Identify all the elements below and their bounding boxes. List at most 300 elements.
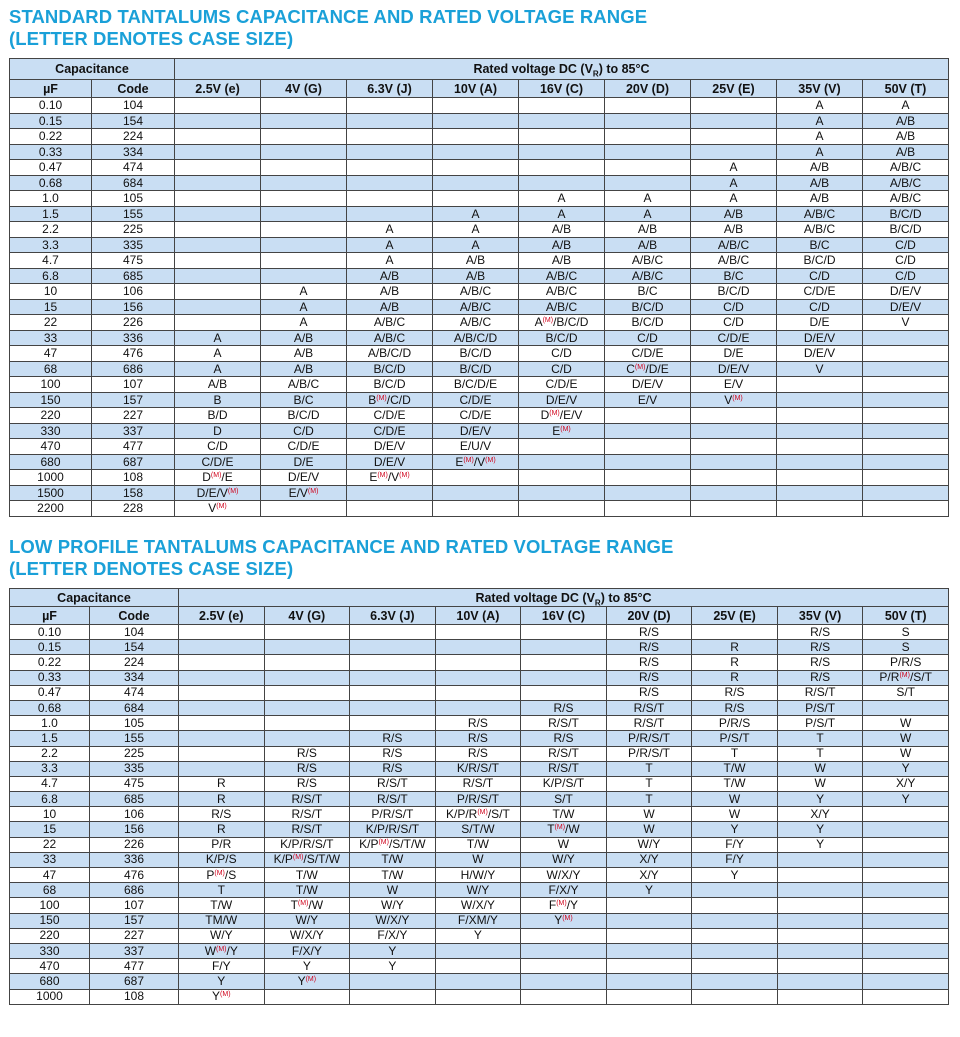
voltage-column-header: 25V (E) [691, 80, 777, 98]
case-size-cell [606, 928, 692, 943]
table-row [10, 346, 949, 362]
case-size-cell: T/W [350, 868, 436, 883]
m-marker: (M) [463, 456, 474, 464]
case-size-cell: A/B [691, 206, 777, 222]
case-size-cell [863, 959, 949, 974]
voltage-column-header: 4V (G) [264, 607, 350, 625]
case-size-cell [347, 485, 433, 501]
table-row [10, 237, 949, 253]
m-marker: (M) [732, 394, 743, 402]
capacitance-uf-cell: 470 [10, 959, 90, 974]
case-size-cell [863, 700, 949, 715]
capacitance-group-header: Capacitance [10, 59, 175, 80]
case-size-text: D [202, 470, 211, 485]
capacitance-code-cell: 476 [90, 868, 179, 883]
capacitance-code-cell: 108 [92, 470, 175, 486]
capacitance-uf-cell: 470 [10, 439, 92, 455]
case-size-cell [777, 439, 863, 455]
capacitance-code-cell: 335 [92, 237, 175, 253]
case-size-cell [863, 943, 949, 958]
case-size-cell [433, 98, 519, 114]
case-size-cell [863, 883, 949, 898]
case-size-cell: A/B/C [261, 377, 347, 393]
case-size-cell [863, 837, 949, 852]
case-size-cell: A/B [347, 284, 433, 300]
case-size-cell [605, 439, 691, 455]
table-row [10, 222, 949, 238]
case-size-cell: Y [777, 822, 863, 837]
case-size-cell [605, 113, 691, 129]
case-size-cell: A/B/C [691, 253, 777, 269]
case-size-cell [350, 670, 436, 685]
case-size-cell: R/S [606, 655, 692, 670]
case-size-cell: W/Y [435, 883, 521, 898]
case-size-cell [347, 144, 433, 160]
case-size-cell: R/S [264, 746, 350, 761]
case-size-cell [519, 454, 605, 470]
case-size-text: /Y [226, 943, 238, 958]
case-size-cell: B/C [605, 284, 691, 300]
case-size-cell [777, 898, 863, 913]
case-size-cell [433, 501, 519, 517]
case-size-cell [347, 191, 433, 207]
case-size-cell: F/Y [692, 837, 778, 852]
case-size-cell: C/D [519, 346, 605, 362]
case-size-cell [606, 943, 692, 958]
voltage-column-header: 10V (A) [435, 607, 521, 625]
capacitance-uf-cell: 1000 [10, 470, 92, 486]
case-size-cell: X/Y [606, 852, 692, 867]
case-size-text: K/P [273, 852, 293, 867]
case-size-cell [175, 98, 261, 114]
case-size-cell: B/C/D [863, 222, 949, 238]
case-size-cell [521, 640, 607, 655]
voltage-column-header: 6.3V (J) [347, 80, 433, 98]
case-size-cell [175, 160, 261, 176]
case-size-cell [519, 501, 605, 517]
case-size-cell [691, 485, 777, 501]
table-row [10, 822, 949, 837]
capacitance-uf-cell: 0.10 [10, 625, 90, 640]
voltage-column-header: 35V (V) [777, 80, 863, 98]
case-size-cell: R/S [350, 746, 436, 761]
case-size-cell: P/R [179, 837, 265, 852]
voltage-column-header: 20V (D) [605, 80, 691, 98]
case-size-cell: F/X/Y [264, 943, 350, 958]
capacitance-uf-cell: 6.8 [10, 792, 90, 807]
case-size-cell: Y [350, 959, 436, 974]
table-row [10, 485, 949, 501]
capacitance-uf-cell: 100 [10, 898, 90, 913]
case-size-cell: B/C/D [347, 361, 433, 377]
capacitance-code-cell: 155 [92, 206, 175, 222]
case-size-cell [261, 253, 347, 269]
capacitance-group-header: Capacitance [10, 589, 179, 607]
capacitance-code-cell: 337 [90, 943, 179, 958]
case-size-cell: R/S/T [521, 761, 607, 776]
case-size-cell: R/S/T [521, 716, 607, 731]
case-size-text: /W [308, 897, 324, 912]
case-size-text: C [626, 361, 635, 376]
case-size-text: /E/V [559, 408, 583, 423]
case-size-cell: R/S/T [350, 792, 436, 807]
capacitance-uf-cell: 330 [10, 423, 92, 439]
case-size-cell [692, 943, 778, 958]
case-size-cell: D [175, 423, 261, 439]
case-size-cell: P/R/S [863, 655, 949, 670]
case-size-cell: X/Y [606, 868, 692, 883]
case-size-cell [350, 685, 436, 700]
capacitance-code-cell: 336 [90, 852, 179, 867]
capacitance-code-cell: 226 [92, 315, 175, 331]
capacitance-code-cell: 687 [92, 454, 175, 470]
case-size-cell [521, 928, 607, 943]
case-size-cell [692, 928, 778, 943]
case-size-cell: C/D [175, 439, 261, 455]
case-size-cell [261, 501, 347, 517]
standard-table [9, 58, 949, 517]
case-size-cell: C/D/E [347, 423, 433, 439]
case-size-cell [433, 129, 519, 145]
case-size-cell: W/Y [264, 913, 350, 928]
case-size-cell [261, 222, 347, 238]
m-marker: (M) [227, 487, 239, 495]
case-size-cell: C/D/E [175, 454, 261, 470]
case-size-cell: R/S [606, 670, 692, 685]
capacitance-uf-cell: 3.3 [10, 761, 90, 776]
capacitance-code-cell: 154 [92, 113, 175, 129]
case-size-cell: W [863, 746, 949, 761]
case-size-cell: W/X/Y [435, 898, 521, 913]
case-size-cell: T [777, 746, 863, 761]
case-size-cell [179, 943, 265, 958]
case-size-cell [435, 700, 521, 715]
case-size-cell: R/S [777, 640, 863, 655]
case-size-cell [179, 731, 265, 746]
case-size-text: /B/C/D [553, 315, 589, 330]
case-size-cell: F/X/Y [521, 883, 607, 898]
case-size-cell [175, 206, 261, 222]
capacitance-uf-cell: 47 [10, 346, 92, 362]
case-size-cell: D/E/V [605, 377, 691, 393]
case-size-cell [606, 913, 692, 928]
case-size-text: /S/T/W [388, 837, 426, 852]
voltage-header-suffix: ) to 85°C [600, 590, 652, 605]
capacitance-code-cell: 154 [90, 640, 179, 655]
case-size-cell [777, 928, 863, 943]
case-size-cell [605, 144, 691, 160]
case-size-cell [605, 361, 691, 377]
case-size-cell [606, 989, 692, 1004]
case-size-cell [350, 716, 436, 731]
case-size-cell: P/R/S/T [435, 792, 521, 807]
case-size-cell [175, 237, 261, 253]
capacitance-code-cell: 107 [92, 377, 175, 393]
case-size-cell: A [691, 191, 777, 207]
capacitance-uf-cell: 0.15 [10, 640, 90, 655]
case-size-cell [521, 989, 607, 1004]
case-size-cell: S/T [863, 685, 949, 700]
case-size-cell: C/D [777, 268, 863, 284]
case-size-cell [605, 485, 691, 501]
table-row [10, 700, 949, 715]
case-size-cell [863, 913, 949, 928]
case-size-text: /S/T [909, 670, 932, 685]
case-size-cell: A/B/C [605, 253, 691, 269]
capacitance-uf-cell: 150 [10, 913, 90, 928]
case-size-cell [863, 377, 949, 393]
case-size-cell [777, 392, 863, 408]
case-size-cell [175, 129, 261, 145]
case-size-cell [521, 670, 607, 685]
voltage-column-header: 2.5V (e) [179, 607, 265, 625]
case-size-cell [264, 685, 350, 700]
capacitance-uf-cell: 10 [10, 284, 92, 300]
case-size-cell [863, 898, 949, 913]
table-row [10, 989, 949, 1004]
case-size-cell [179, 700, 265, 715]
case-size-cell: C/D/E [261, 439, 347, 455]
case-size-cell: W/Y [179, 928, 265, 943]
table-row [10, 716, 949, 731]
case-size-cell [261, 268, 347, 284]
low-profile-tantalums-section [9, 536, 949, 1005]
case-size-cell: A [605, 206, 691, 222]
case-size-cell: A/B [605, 237, 691, 253]
case-size-cell [691, 113, 777, 129]
case-size-cell: A/B [777, 191, 863, 207]
capacitance-uf-cell: 0.22 [10, 655, 90, 670]
case-size-text: D [540, 408, 550, 423]
case-size-cell [347, 160, 433, 176]
case-size-cell [692, 913, 778, 928]
case-size-cell: A/B/C [863, 191, 949, 207]
case-size-cell [264, 640, 350, 655]
case-size-cell [350, 700, 436, 715]
case-size-cell: C/D [777, 299, 863, 315]
table-row [10, 454, 949, 470]
case-size-cell [175, 113, 261, 129]
case-size-cell: A/B [433, 268, 519, 284]
m-marker: (M) [376, 394, 387, 402]
case-size-cell: K/P/R/S/T [350, 822, 436, 837]
m-marker: (M) [899, 672, 910, 680]
case-size-cell [175, 299, 261, 315]
case-size-cell [261, 485, 347, 501]
m-marker: (M) [307, 487, 319, 495]
uf-column-header: µF [10, 80, 92, 98]
case-size-cell: B/D [175, 408, 261, 424]
case-size-cell: T [606, 792, 692, 807]
case-size-cell [433, 160, 519, 176]
voltage-column-header: 10V (A) [433, 80, 519, 98]
case-size-cell [521, 655, 607, 670]
case-size-cell [863, 392, 949, 408]
case-size-cell [777, 943, 863, 958]
voltage-group-header [175, 59, 949, 80]
case-size-cell: T/W [692, 761, 778, 776]
case-size-cell: W [606, 807, 692, 822]
case-size-cell: P/S/T [692, 731, 778, 746]
low-profile-table-body [10, 625, 949, 1005]
capacitance-code-cell: 106 [90, 807, 179, 822]
capacitance-code-cell: 334 [92, 144, 175, 160]
case-size-cell [179, 868, 265, 883]
case-size-cell [347, 501, 433, 517]
case-size-cell [521, 625, 607, 640]
case-size-cell: W [350, 883, 436, 898]
capacitance-uf-cell: 2.2 [10, 746, 90, 761]
case-size-cell: A/B [863, 129, 949, 145]
case-size-cell [347, 206, 433, 222]
capacitance-code-cell: 336 [92, 330, 175, 346]
case-size-cell: R/S/T [264, 807, 350, 822]
case-size-cell [863, 974, 949, 989]
case-size-cell [691, 501, 777, 517]
capacitance-uf-cell: 3.3 [10, 237, 92, 253]
case-size-cell: K/P/R/S/T [264, 837, 350, 852]
capacitance-uf-cell: 22 [10, 315, 92, 331]
case-size-cell: P/R/S/T [606, 746, 692, 761]
case-size-cell: A/B [347, 268, 433, 284]
case-size-cell: A/B [261, 361, 347, 377]
case-size-cell [175, 222, 261, 238]
case-size-cell: Y [435, 928, 521, 943]
case-size-text: K/P/R [445, 806, 478, 821]
capacitance-uf-cell: 0.47 [10, 685, 90, 700]
case-size-cell: W/X/Y [521, 868, 607, 883]
capacitance-code-cell: 685 [92, 268, 175, 284]
case-size-cell [777, 959, 863, 974]
case-size-cell: X/Y [777, 807, 863, 822]
m-marker: (M) [562, 915, 573, 923]
case-size-cell [435, 685, 521, 700]
case-size-cell: A/B/C [519, 284, 605, 300]
case-size-cell [519, 113, 605, 129]
case-size-cell: Y [692, 822, 778, 837]
capacitance-code-cell: 224 [90, 655, 179, 670]
case-size-cell [175, 501, 261, 517]
case-size-cell [777, 913, 863, 928]
capacitance-uf-cell: 6.8 [10, 268, 92, 284]
case-size-cell: Y [350, 943, 436, 958]
table-row [10, 408, 949, 424]
case-size-cell: R [692, 670, 778, 685]
case-size-cell [521, 898, 607, 913]
case-size-cell: W/X/Y [350, 913, 436, 928]
capacitance-uf-cell: 220 [10, 408, 92, 424]
case-size-cell [692, 959, 778, 974]
table-row [10, 98, 949, 114]
capacitance-uf-cell: 1.5 [10, 206, 92, 222]
case-size-cell: A/B [519, 253, 605, 269]
voltage-header-prefix: Rated voltage DC (V [473, 62, 593, 76]
capacitance-code-cell: 104 [90, 625, 179, 640]
capacitance-code-cell: 227 [92, 408, 175, 424]
case-size-cell [863, 989, 949, 1004]
case-size-cell [261, 175, 347, 191]
case-size-cell [606, 974, 692, 989]
case-size-cell [777, 377, 863, 393]
case-size-cell [605, 175, 691, 191]
case-size-cell: W [863, 716, 949, 731]
case-size-cell: R/S [264, 761, 350, 776]
m-marker: (M) [560, 425, 571, 433]
case-size-cell [261, 98, 347, 114]
case-size-cell: F/X/Y [350, 928, 436, 943]
case-size-cell: B/C [261, 392, 347, 408]
case-size-cell [777, 501, 863, 517]
case-size-cell: R/S [264, 776, 350, 791]
case-size-cell: R/S/T [606, 700, 692, 715]
case-size-cell: C/D [863, 237, 949, 253]
case-size-cell: W [692, 807, 778, 822]
case-size-cell: D/E [691, 346, 777, 362]
table-row [10, 625, 949, 640]
case-size-cell: S/T/W [435, 822, 521, 837]
case-size-cell: B/C/D [433, 361, 519, 377]
case-size-cell: R/S [350, 761, 436, 776]
capacitance-uf-cell: 0.10 [10, 98, 92, 114]
case-size-cell [175, 485, 261, 501]
case-size-cell [777, 974, 863, 989]
case-size-text: /S [224, 867, 237, 882]
case-size-cell: A [777, 129, 863, 145]
capacitance-code-cell: 686 [90, 883, 179, 898]
case-size-cell: C/D/E [691, 330, 777, 346]
case-size-cell: S [863, 640, 949, 655]
case-size-cell [863, 822, 949, 837]
case-size-cell: W [435, 852, 521, 867]
case-size-cell [519, 144, 605, 160]
standard-title-line1: STANDARD TANTALUMS CAPACITANCE AND RATED VOLTAGE RANGE [9, 6, 648, 27]
case-size-cell [863, 454, 949, 470]
capacitance-code-cell: 105 [92, 191, 175, 207]
case-size-cell: A [777, 113, 863, 129]
table-row [10, 439, 949, 455]
case-size-cell [261, 237, 347, 253]
case-size-cell: D/E/V [433, 423, 519, 439]
capacitance-code-cell: 684 [90, 700, 179, 715]
m-marker: (M) [220, 991, 231, 999]
case-size-text: W [204, 943, 217, 958]
case-size-cell: D/E/V [691, 361, 777, 377]
table-row [10, 792, 949, 807]
case-size-cell: K/R/S/T [435, 761, 521, 776]
case-size-cell: C/D/E [605, 346, 691, 362]
capacitance-uf-cell: 150 [10, 392, 92, 408]
case-size-cell [264, 731, 350, 746]
case-size-cell [175, 284, 261, 300]
case-size-cell [264, 989, 350, 1004]
case-size-cell [435, 989, 521, 1004]
case-size-cell [691, 439, 777, 455]
table-row [10, 943, 949, 958]
standard-title-line2: (LETTER DENOTES CASE SIZE) [9, 28, 294, 49]
case-size-cell: B/C/D [519, 330, 605, 346]
table-row [10, 807, 949, 822]
case-size-cell [435, 625, 521, 640]
case-size-cell [777, 470, 863, 486]
table-row [10, 898, 949, 913]
case-size-cell [606, 959, 692, 974]
table-row [10, 299, 949, 315]
case-size-cell: C/D/E [433, 392, 519, 408]
table-row [10, 731, 949, 746]
case-size-cell: A/B/C [519, 299, 605, 315]
capacitance-uf-cell: 1000 [10, 989, 90, 1004]
case-size-cell: R [692, 640, 778, 655]
